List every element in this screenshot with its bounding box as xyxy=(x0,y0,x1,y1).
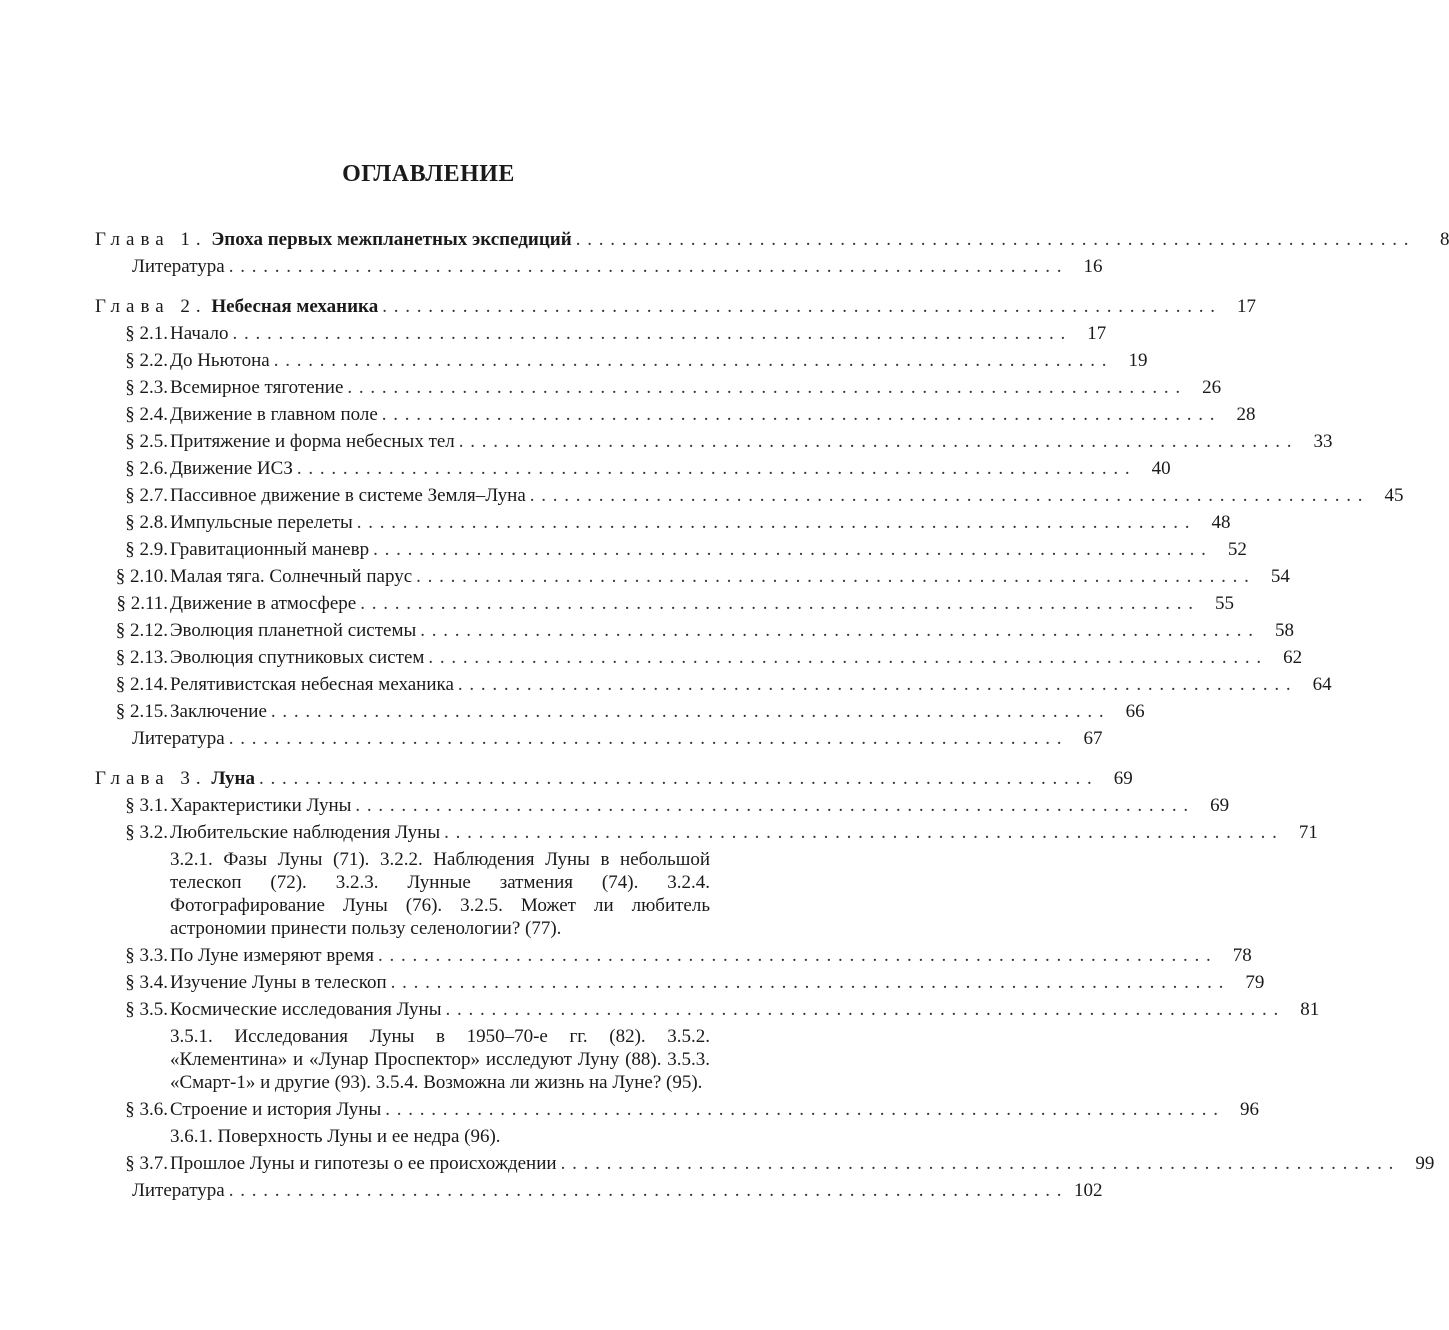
section-title: Гравитационный маневр xyxy=(170,539,370,560)
page-number: 26 xyxy=(1202,377,1222,398)
section-number: § 2.6. xyxy=(125,458,168,479)
page-number: 79 xyxy=(1245,972,1265,993)
page-number: 81 xyxy=(1300,999,1320,1020)
section-title: Движение в атмосфере xyxy=(170,593,357,614)
section-title: Движение в главном поле xyxy=(170,404,378,425)
section-number: § 2.4. xyxy=(125,404,168,425)
section-row[interactable] xyxy=(95,698,1145,725)
section-title: Космические исследования Луны xyxy=(170,999,442,1020)
subsection-list xyxy=(170,846,710,942)
section-row[interactable] xyxy=(95,1150,1435,1177)
chapter-3-row[interactable] xyxy=(95,765,1133,792)
page-number: 16 xyxy=(1083,256,1103,277)
chapter-title: Луна xyxy=(211,768,256,789)
page-number: 8 xyxy=(1439,229,1449,250)
page-number: 78 xyxy=(1232,945,1252,966)
dot-leader: . . . . . . . . . . . . . . . . . . . . . . . . . . . . . . . . . . . . . . . . . . . . . . . . . . . . . . . . . . . . . . . . . . . . . . . . . xyxy=(360,593,1194,614)
section-number: § 2.3. xyxy=(125,377,168,398)
section-title: Начало xyxy=(170,323,229,344)
dot-leader: . . . . . . . . . . . . . . . . . . . . . . . . . . . . . . . . . . . . . . . . . . . . . . . . . . . . . . . . . . . . . . . . . . . . . . . . . xyxy=(560,1153,1395,1174)
page-number: 54 xyxy=(1270,566,1290,587)
section-title: Движение ИСЗ xyxy=(170,458,293,479)
section-number: § 2.10. xyxy=(115,566,168,587)
dot-leader: . . . . . . . . . . . . . . . . . . . . . . . . . . . . . . . . . . . . . . . . . . . . . . . . . . . . . . . . . . . . . . . . . . . . . . . . . xyxy=(445,999,1280,1020)
page-number: 55 xyxy=(1214,593,1234,614)
chapter-prefix: Глава 2. xyxy=(95,296,207,317)
page-number: 99 xyxy=(1415,1153,1435,1174)
dot-leader: . . . . . . . . . . . . . . . . . . . . . . . . . . . . . . . . . . . . . . . . . . . . . . . . . . . . . . . . . . . . . . . . . . . . . . . . . xyxy=(385,1099,1219,1120)
page-number: 33 xyxy=(1313,431,1333,452)
dot-leader: . . . . . . . . . . . . . . . . . . . . . . . . . . . . . . . . . . . . . . . . . . . . . . . . . . . . . . . . . . . . . . . . . . . . . . . . . xyxy=(228,728,1063,749)
dot-leader: . . . . . . . . . . . . . . . . . . . . . . . . . . . . . . . . . . . . . . . . . . . . . . . . . . . . . . . . . . . . . . . . . . . . . . . . . xyxy=(416,566,1250,587)
chapter-1-row[interactable] xyxy=(95,226,1449,253)
dot-leader: . . . . . . . . . . . . . . . . . . . . . . . . . . . . . . . . . . . . . . . . . . . . . . . . . . . . . . . . . . . . . . . . . . . . . . . . . xyxy=(356,512,1191,533)
subsection-text: 3.5.1. Исследования Луны в 1950–70-е гг. (82). 3.5.2. «Клементина» и «Лунар Проспектор» исследуют Луну (88). 3.5.3. «Смарт-1» и другие (93). 3.5.4. Возможна ли жизнь на Луне? (95). xyxy=(170,1026,710,1093)
section-row[interactable] xyxy=(95,969,1265,996)
section-row[interactable] xyxy=(95,482,1404,509)
dot-leader: . . . . . . . . . . . . . . . . . . . . . . . . . . . . . . . . . . . . . . . . . . . . . . . . . . . . . . . . . . . . . . . . . . . . . . . . . xyxy=(232,323,1067,344)
page-number: 40 xyxy=(1151,458,1171,479)
page-number: 19 xyxy=(1128,350,1148,371)
section-title: Малая тяга. Солнечный парус xyxy=(170,566,413,587)
page-number: 52 xyxy=(1227,539,1247,560)
section-row[interactable] xyxy=(95,509,1231,536)
literature-row[interactable] xyxy=(95,253,1103,280)
page-number: 66 xyxy=(1125,701,1145,722)
dot-leader: . . . . . . . . . . . . . . . . . . . . . . . . . . . . . . . . . . . . . . . . . . . . . . . . . . . . . . . . . . . . . . . . . . . . . . . . . xyxy=(259,768,1093,789)
section-number: § 2.7. xyxy=(125,485,168,506)
dot-leader: . . . . . . . . . . . . . . . . . . . . . . . . . . . . . . . . . . . . . . . . . . . . . . . . . . . . . . . . . . . . . . . . . . . . . . . . . xyxy=(458,431,1293,452)
section-title: Эволюция спутниковых систем xyxy=(170,647,425,668)
subsection-list xyxy=(170,1023,710,1096)
section-row[interactable] xyxy=(95,401,1256,428)
subsection-text: 3.2.1. Фазы Луны (71). 3.2.2. Наблюдения Луны в небольшой телескоп (72). 3.2.3. Лунные затмения (74). 3.2.4. Фотографирование Луны (76). 3.2.5. Может ли любитель астрономии принести пользу селенологии? (77). xyxy=(170,849,710,939)
section-row[interactable] xyxy=(95,617,1295,644)
page-number: 28 xyxy=(1236,404,1256,425)
dot-leader: . . . . . . . . . . . . . . . . . . . . . . . . . . . . . . . . . . . . . . . . . . . . . . . . . . . . . . . . . . . . . . . . . . . . . . . . . xyxy=(382,296,1216,317)
dot-leader: . . . . . . . . . . . . . . . . . . . . . . . . . . . . . . . . . . . . . . . . . . . . . . . . . . . . . . . . . . . . . . . . . . . . . . . . . xyxy=(228,1180,1063,1201)
dot-leader: . . . . . . . . . . . . . . . . . . . . . . . . . . . . . . . . . . . . . . . . . . . . . . . . . . . . . . . . . . . . . . . . . . . . . . . . . xyxy=(270,701,1105,722)
page-number: 48 xyxy=(1211,512,1231,533)
chapter-prefix: Глава 1. xyxy=(95,229,207,250)
section-number: § 3.5. xyxy=(125,999,168,1020)
page-number: 102 xyxy=(1073,1180,1103,1201)
literature-row[interactable] xyxy=(95,1177,1103,1204)
dot-leader: . . . . . . . . . . . . . . . . . . . . . . . . . . . . . . . . . . . . . . . . . . . . . . . . . . . . . . . . . . . . . . . . . . . . . . . . . xyxy=(444,822,1278,843)
section-row[interactable] xyxy=(95,563,1290,590)
literature-row[interactable] xyxy=(95,725,1103,752)
subsection-list xyxy=(170,1123,710,1150)
dot-leader: . . . . . . . . . . . . . . . . . . . . . . . . . . . . . . . . . . . . . . . . . . . . . . . . . . . . . . . . . . . . . . . . . . . . . . . . . xyxy=(355,795,1190,816)
section-row[interactable] xyxy=(95,792,1230,819)
section-row[interactable] xyxy=(95,942,1252,969)
section-number: § 3.7. xyxy=(125,1153,168,1174)
page-title: ОГЛАВЛЕНИЕ xyxy=(342,161,515,187)
section-row[interactable] xyxy=(95,455,1171,482)
section-row[interactable] xyxy=(95,320,1107,347)
dot-leader: . . . . . . . . . . . . . . . . . . . . . . . . . . . . . . . . . . . . . . . . . . . . . . . . . . . . . . . . . . . . . . . . . . . . . . . . . xyxy=(228,256,1063,277)
section-number: § 2.1. xyxy=(125,323,168,344)
section-row[interactable] xyxy=(95,536,1247,563)
dot-leader: . . . . . . . . . . . . . . . . . . . . . . . . . . . . . . . . . . . . . . . . . . . . . . . . . . . . . . . . . . . . . . . . . . . . . . . . . xyxy=(529,485,1364,506)
section-title: Притяжение и форма небесных тел xyxy=(170,431,455,452)
section-number: § 2.12. xyxy=(115,620,168,641)
section-number: § 2.9. xyxy=(125,539,168,560)
chapter-2-row[interactable] xyxy=(95,293,1256,320)
section-number: § 3.1. xyxy=(125,795,168,816)
page-number: 71 xyxy=(1298,822,1318,843)
page-number: 45 xyxy=(1384,485,1404,506)
section-row[interactable] xyxy=(95,590,1234,617)
section-title: Заключение xyxy=(170,701,267,722)
section-title: Всемирное тяготение xyxy=(170,377,344,398)
page-number: 17 xyxy=(1087,323,1107,344)
page-number: 96 xyxy=(1239,1099,1259,1120)
dot-leader: . . . . . . . . . . . . . . . . . . . . . . . . . . . . . . . . . . . . . . . . . . . . . . . . . . . . . . . . . . . . . . . . . . . . . . . . . xyxy=(373,539,1207,560)
dot-leader: . . . . . . . . . . . . . . . . . . . . . . . . . . . . . . . . . . . . . . . . . . . . . . . . . . . . . . . . . . . . . . . . . . . . . . . . . xyxy=(273,350,1108,371)
section-number: § 3.3. xyxy=(125,945,168,966)
section-title: Любительские наблюдения Луны xyxy=(170,822,441,843)
section-row[interactable] xyxy=(95,819,1318,846)
section-title: Импульсные перелеты xyxy=(170,512,353,533)
dot-leader: . . . . . . . . . . . . . . . . . . . . . . . . . . . . . . . . . . . . . . . . . . . . . . . . . . . . . . . . . . . . . . . . . . . . . . . . . xyxy=(296,458,1131,479)
dot-leader: . . . . . . . . . . . . . . . . . . . . . . . . . . . . . . . . . . . . . . . . . . . . . . . . . . . . . . . . . . . . . . . . . . . . . . . . . xyxy=(381,404,1216,425)
dot-leader: . . . . . . . . . . . . . . . . . . . . . . . . . . . . . . . . . . . . . . . . . . . . . . . . . . . . . . . . . . . . . . . . . . . . . . . . . xyxy=(347,377,1182,398)
section-number: § 2.2. xyxy=(125,350,168,371)
page-number: 64 xyxy=(1312,674,1332,695)
section-title: Релятивистская небесная механика xyxy=(170,674,454,695)
literature-label: Литература xyxy=(132,1180,225,1201)
section-number: § 2.14. xyxy=(115,674,168,695)
section-title: Прошлое Луны и гипотезы о ее происхождении xyxy=(170,1153,557,1174)
page-number: 58 xyxy=(1275,620,1295,641)
page-number: 69 xyxy=(1210,795,1230,816)
section-title: Строение и история Луны xyxy=(170,1099,382,1120)
section-title: По Луне измеряют время xyxy=(170,945,374,966)
section-number: § 3.6. xyxy=(125,1099,168,1120)
section-row[interactable] xyxy=(95,996,1320,1023)
section-row[interactable] xyxy=(95,347,1148,374)
section-number: § 2.8. xyxy=(125,512,168,533)
section-row[interactable] xyxy=(95,1096,1259,1123)
dot-leader: . . . . . . . . . . . . . . . . . . . . . . . . . . . . . . . . . . . . . . . . . . . . . . . . . . . . . . . . . . . . . . . . . . . . . . . . . xyxy=(420,620,1255,641)
literature-label: Литература xyxy=(132,728,225,749)
section-number: § 2.5. xyxy=(125,431,168,452)
chapter-title: Небесная механика xyxy=(211,296,379,317)
dot-leader: . . . . . . . . . . . . . . . . . . . . . . . . . . . . . . . . . . . . . . . . . . . . . . . . . . . . . . . . . . . . . . . . . . . . . . . . . xyxy=(575,229,1410,250)
dot-leader: . . . . . . . . . . . . . . . . . . . . . . . . . . . . . . . . . . . . . . . . . . . . . . . . . . . . . . . . . . . . . . . . . . . . . . . . . xyxy=(457,674,1292,695)
chapter-title: Эпоха первых межпланетных экспедиций xyxy=(211,229,572,250)
dot-leader: . . . . . . . . . . . . . . . . . . . . . . . . . . . . . . . . . . . . . . . . . . . . . . . . . . . . . . . . . . . . . . . . . . . . . . . . . xyxy=(428,647,1263,668)
dot-leader: . . . . . . . . . . . . . . . . . . . . . . . . . . . . . . . . . . . . . . . . . . . . . . . . . . . . . . . . . . . . . . . . . . . . . . . . . xyxy=(390,972,1225,993)
section-number: § 3.4. xyxy=(125,972,168,993)
chapter-prefix: Глава 3. xyxy=(95,768,207,789)
section-title: До Ньютона xyxy=(170,350,270,371)
literature-label: Литература xyxy=(132,256,225,277)
section-title: Эволюция планетной системы xyxy=(170,620,417,641)
section-row[interactable] xyxy=(95,644,1303,671)
section-number: § 2.15. xyxy=(115,701,168,722)
section-row[interactable] xyxy=(95,428,1333,455)
subsection-text: 3.6.1. Поверхность Луны и ее недра (96). xyxy=(170,1126,501,1147)
section-row[interactable] xyxy=(95,374,1222,401)
section-title: Характеристики Луны xyxy=(170,795,352,816)
section-number: § 2.13. xyxy=(115,647,168,668)
dot-leader: . . . . . . . . . . . . . . . . . . . . . . . . . . . . . . . . . . . . . . . . . . . . . . . . . . . . . . . . . . . . . . . . . . . . . . . . . xyxy=(378,945,1212,966)
table-of-contents xyxy=(95,226,1449,1204)
section-number: § 2.11. xyxy=(116,593,168,614)
page-number: 62 xyxy=(1283,647,1303,668)
page-number: 17 xyxy=(1236,296,1256,317)
page-number: 69 xyxy=(1113,768,1133,789)
section-row[interactable] xyxy=(95,671,1332,698)
section-title: Изучение Луны в телескоп xyxy=(170,972,387,993)
section-title: Пассивное движение в системе Земля–Луна xyxy=(170,485,526,506)
page-number: 67 xyxy=(1083,728,1103,749)
section-number: § 3.2. xyxy=(125,822,168,843)
